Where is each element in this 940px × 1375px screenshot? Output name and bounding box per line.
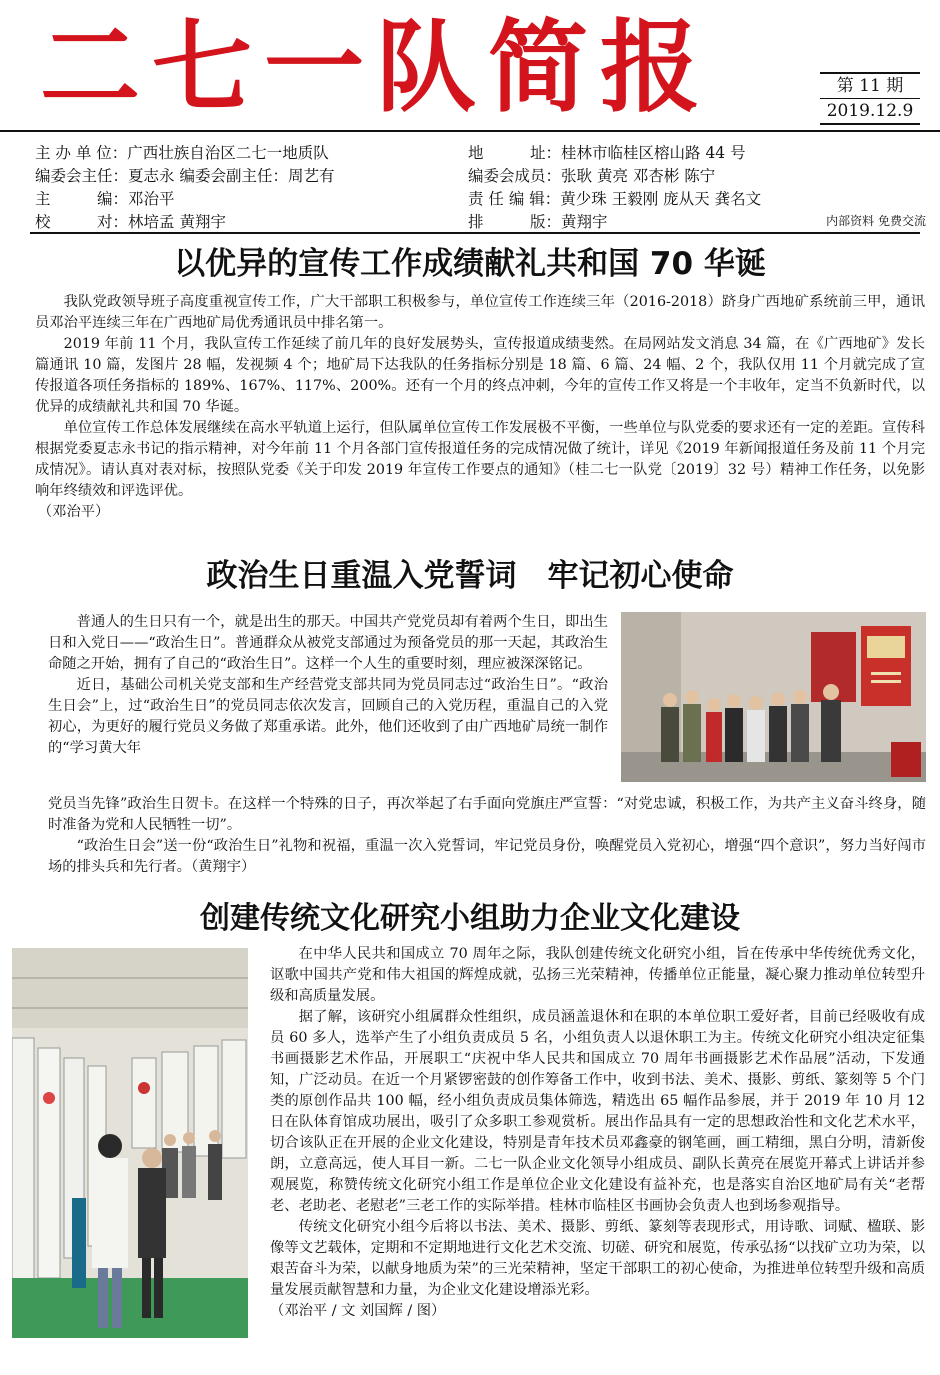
paragraph: 2019 年前 11 个月，我队宣传工作延续了前几年的良好发展势头，宣传报道成绩斐然。在局网站发文消息 34 篇，在《广西地矿》发长篇通讯 10 篇，发图片 28 幅，发视频 4 个；地矿局下达我队的任务指标分别是 18 篇、6 篇、24 幅、2 个，我队仅用 11 个月就完成了宣传报道各项任务指标的 189%、167%、117%、200%。还有一个月的终点冲刺，今年的宣传工作又将是一个丰收年，定当不负新时代，以优异的成绩献礼共和国 70 华诞。: [35, 336, 925, 415]
staff-row: 责 任 编 辑：黄少珠 王毅刚 庞从天 龚名文: [468, 190, 762, 208]
issue-date: 2019.12.9: [826, 101, 914, 121]
art-exhibition-icon: [12, 948, 248, 1338]
staff-left-column: [35, 142, 334, 234]
staff-row: 主 办 单 位：广西壮族自治区二七一地质队: [35, 144, 329, 162]
paragraph: 我队党政领导班子高度重视宣传工作，广大干部职工积极参与，单位宣传工作连续三年（2016-2018）跻身广西地矿系统前三甲，通讯员邓治平连续三年在广西地矿局优秀通讯员中排名第一。: [35, 294, 925, 331]
article3-title: 创建传统文化研究小组助力企业文化建设: [200, 901, 740, 936]
article1-title: 以优异的宣传工作成绩献礼共和国 70 华诞: [174, 246, 766, 282]
article1-body: [35, 292, 925, 523]
article2-title: 政治生日重温入党誓词 牢记初心使命: [206, 558, 734, 594]
oath-ceremony-icon: [621, 612, 926, 782]
internal-note: 内部资料 免费交流: [826, 214, 926, 228]
oath-ceremony-photo: [621, 612, 926, 782]
art-exhibition-photo: [12, 948, 248, 1338]
issue-number: 第 11 期: [820, 74, 920, 99]
staff-row: 编委会成员：张耿 黄亮 邓杏彬 陈宁: [468, 167, 716, 185]
staff-row: 校 对：林培孟 黄翔宇: [35, 213, 226, 231]
paragraph: 近日，基础公司机关党支部和生产经营党支部共同为党员同志过“政治生日”。“政治生日会”上，过“政治生日”的党员同志依次发言，回顾自己的入党历程，重温自己的入党初心，为更好的履行党员义务做了郑重承诺。此外，他们还收到了由广西地矿局统一制作的“学习黄大年: [48, 677, 608, 756]
article3-body: [270, 944, 925, 1322]
issue-box: [820, 72, 920, 125]
article2-body-top: [48, 612, 608, 759]
masthead-title: 二七一队简报: [40, 9, 712, 126]
article3-byline: （邓治平 / 文 刘国辉 / 图）: [270, 1303, 446, 1319]
paragraph: 党员当先锋”政治生日贺卡。在这样一个特殊的日子，再次举起了右手面向党旗庄严宣誓：“对党忠诚，积极工作，为共产主义奋斗终身，随时准备为党和人民牺牲一切”。: [48, 796, 926, 833]
staff-row: 编委会主任：夏志永 编委会副主任：周艺有: [35, 167, 335, 185]
paragraph: “政治生日会”送一份“政治生日”礼物和祝福，重温一次入党誓词，牢记党员身份，唤醒党员入党初心，增强“四个意识”，努力当好闯市场的排头兵和先行者。（黄翔宇）: [48, 838, 926, 875]
article2-body-bottom: [48, 794, 926, 878]
header-divider: [30, 232, 920, 234]
paragraph: 单位宣传工作总体发展继续在高水平轨道上运行，但队属单位宣传工作发展极不平衡，一些单位与队党委的要求还有一定的差距。宣传科根据党委夏志永书记的指示精神，对今年前 11 个月各部门宣传报道任务的完成情况做了统计，详见《2019 年新闻报道任务及前 11 个月完成情况》。请认真对表对标，按照队党委《关于印发 2019 年宣传工作要点的通知》（桂二七一队党〔2019〕32 号）精神工作任务，以免影响年终绩效和评选评优。: [35, 420, 925, 499]
staff-right-column: [468, 142, 761, 234]
paragraph: 据了解，该研究小组属群众性组织，成员涵盖退休和在职的本单位职工爱好者，目前已经吸收有成员 60 多人，选举产生了小组负责成员 5 名，小组负责人以退休职工为主。传统文化研究小组决定征集书画摄影艺术作品，开展职工“庆祝中华人民共和国成立 70 周年书画摄影艺术作品展”活动，下发通知，广泛动员。在近一个月紧锣密鼓的创作筹备工作中，收到书法、美术、摄影、剪纸、篆刻等 5 个门类的原创作品共 100 幅，经小组负责成员集体筛选，精选出 65 幅作品参展，并于 2019 年 10 月 12 日在队体育馆成功展出，吸引了众多职工参观赏析。展出作品具有一定的思想政治性和文化艺术水平，切合该队正在开展的企业文化建设，特别是青年技术员邓鑫豪的钢笔画，画工精细，黑白分明，清新俊朗，立意高远，使人耳目一新。二七一队企业文化领导小组成员、副队长黄亮在展览开幕式上讲话并参观展览，称赞传统文化研究小组工作是单位企业文化建设有益补充，也是落实自治区地矿局有关“老帮老、老助老、老慰老”三老工作的实际举措。桂林市临桂区书画协会负责人也到场参观指导。: [270, 1009, 925, 1214]
article1-byline: （邓治平）: [37, 504, 110, 520]
paragraph: 在中华人民共和国成立 70 周年之际，我队创建传统文化研究小组，旨在传承中华传统优秀文化，讴歌中国共产党和伟大祖国的辉煌成就，弘扬三光荣精神，传播单位正能量，凝心聚力推动单位转型升级和高质量发展。: [270, 946, 925, 1004]
staff-row: 地 址：桂林市临桂区榕山路 44 号: [468, 144, 746, 162]
staff-row: 主 编：邓治平: [35, 190, 175, 208]
paragraph: 传统文化研究小组今后将以书法、美术、摄影、剪纸、篆刻等表现形式，用诗歌、词赋、楹联、影像等文艺载体，定期和不定期地进行文化艺术交流、切磋、研究和展览，传承弘扬“以找矿立功为荣，以艰苦奋斗为荣，以献身地质为荣”的三光荣精神，坚定干部职工的初心使命，为推进单位转型升级和高质量发展贡献智慧和力量，为企业文化建设增添光彩。: [270, 1219, 925, 1298]
paragraph: 普通人的生日只有一个，就是出生的那天。中国共产党党员却有着两个生日，即出生日和入党日——“政治生日”。普通群众从被党支部通过为预备党员的那一天起，其政治生命随之开始，拥有了自己的“政治生日”。这样一个人生的重要时刻，理应被深深铭记。: [48, 614, 608, 672]
staff-row: 排 版：黄翔宇: [468, 213, 608, 231]
top-divider: [0, 130, 940, 132]
